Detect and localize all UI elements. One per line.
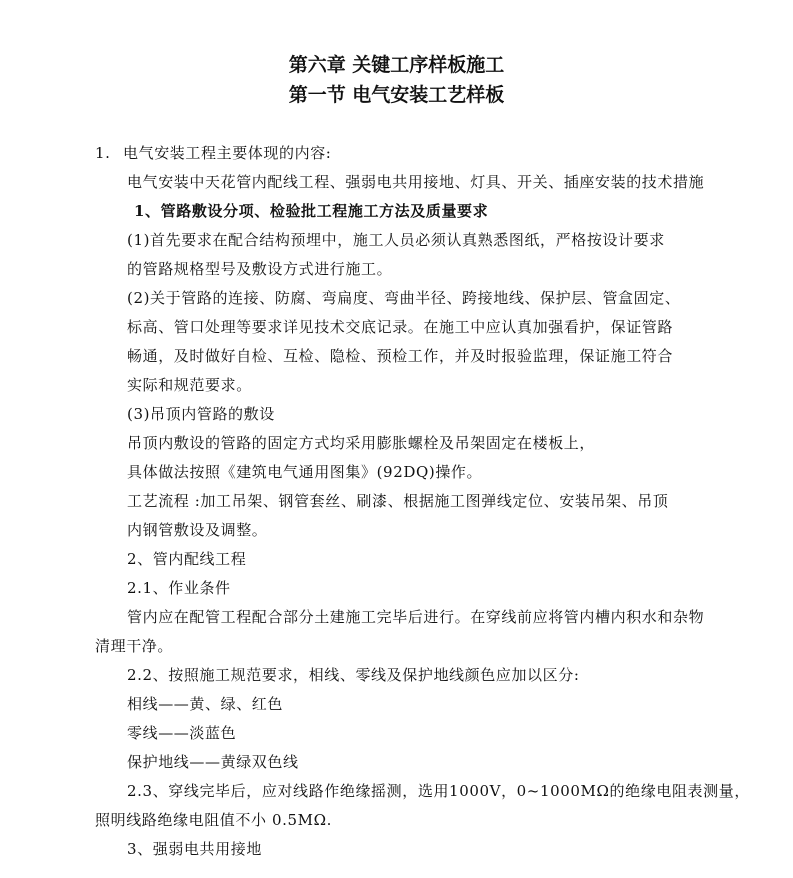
chapter-title: 第六章 关键工序样板施工	[288, 54, 505, 76]
item-1-heading-text: 电气安装工程主要体现的内容:	[123, 144, 332, 162]
paragraph-line: 保护地线——黄绿双色线	[127, 753, 299, 771]
paragraph-line: 2.3、穿线完毕后，应对线路作绝缘摇测，选用1000V，0~1000MΩ的绝缘电阻表测量，	[127, 782, 750, 800]
paragraph-line: 标高、管口处理等要求详见技术交底记录。在施工中应认真加强看护，保证管路	[127, 318, 674, 336]
paragraph-line: 相线——黄、绿、红色	[127, 695, 284, 713]
paragraph-line: (3)吊顶内管路的敷设	[127, 405, 275, 423]
paragraph-line: 实际和规范要求。	[127, 376, 252, 394]
paragraph-line: 吊顶内敷设的管路的固定方式均采用膨胀螺栓及吊架固定在楼板上，	[127, 434, 596, 452]
paragraph-line: 零线——淡蓝色	[127, 724, 237, 742]
paragraph-line: 清理干净。	[95, 637, 174, 655]
paragraph-line: 管内应在配管工程配合部分土建施工完毕后进行。在穿线前应将管内槽内积水和杂物	[127, 608, 705, 626]
paragraph-line: 电气安装中天花管内配线工程、强弱电共用接地、灯具、开关、插座安装的技术措施	[127, 173, 705, 191]
item-1-heading	[95, 143, 331, 163]
paragraph-line: 2.2、按照施工规范要求，相线、零线及保护地线颜色应加以区分:	[127, 666, 580, 684]
subsection-heading: 1、管路敷设分项、检验批工程施工方法及质量要求	[134, 202, 489, 220]
paragraph-line: 2.1、作业条件	[127, 579, 231, 597]
paragraph-line: 畅通，及时做好自检、互检、隐检、预检工作，并及时报验监理，保证施工符合	[127, 347, 674, 365]
item-1-number: 1.	[95, 144, 111, 162]
paragraph-line: 工艺流程 :加工吊架、钢管套丝、刷漆、根据施工图弹线定位、安装吊架、吊顶	[127, 492, 669, 510]
paragraph-line: 具体做法按照《建筑电气通用图集》(92DQ)操作。	[127, 463, 483, 481]
subsection-heading: 3、强弱电共用接地	[127, 840, 262, 858]
section-title: 第一节 电气安装工艺样板	[288, 84, 505, 106]
paragraph-line: 照明线路绝缘电阻值不小 0.5MΩ.	[95, 811, 332, 829]
paragraph-line: 内钢管敷设及调整。	[127, 521, 268, 539]
paragraph-line: 的管路规格型号及敷设方式进行施工。	[127, 260, 393, 278]
paragraph-line: (1)首先要求在配合结构预埋中，施工人员必须认真熟悉图纸，严格按设计要求	[127, 231, 665, 249]
paragraph-line: (2)关于管路的连接、防腐、弯扁度、弯曲半径、跨接地线、保护层、管盒固定、	[127, 289, 681, 307]
subsection-heading: 2、管内配线工程	[127, 550, 247, 568]
